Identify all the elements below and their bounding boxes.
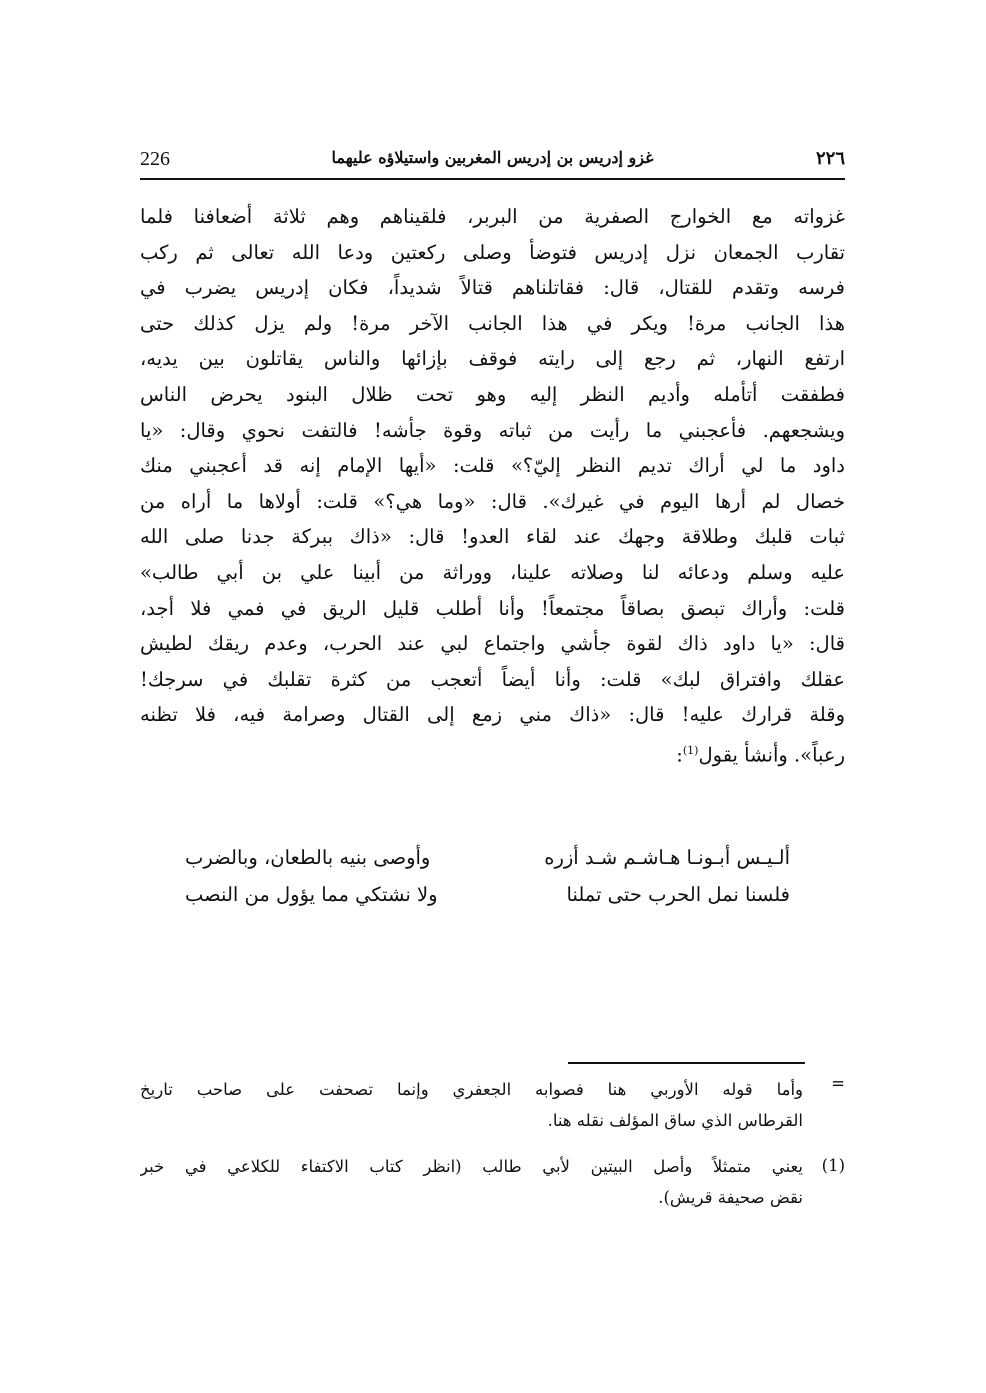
hemistich-first: ألـيـس أبـونـا هـاشـم شـد أزره: [544, 846, 790, 869]
page-number-arabic: ٢٢٦: [815, 148, 845, 169]
body-line: فرسه وتقدم للقتال، قال: فقاتلناهم قتالاً شديداً، فكان إدريس يضرب في: [140, 276, 845, 300]
body-line: قال: «يا داود ذاك لقوة جأشي واجتماع لبي عند الحرب، وعدم ريقك لطيش: [140, 632, 845, 656]
body-line-last: [140, 733, 845, 769]
hemistich-first: فلسنا نمل الحرب حتى تملنا: [566, 883, 790, 906]
verse-line: [185, 877, 790, 913]
hemistich-second: ولا نشتكي مما يؤول من النصب: [185, 883, 438, 906]
footnote-line: القرطاس الذي ساق المؤلف نقله هنا.: [547, 1111, 803, 1130]
body-line: عقلك وافتراق لبك» قلت: وأنا أيضاً أتعجب من كثرة تقلبك في سرجك!: [140, 667, 845, 691]
body-line: داود ما لي أراك تديم النظر إليّ؟» قلت: «أيها الإمام إنه قد أعجبني منك: [140, 454, 845, 478]
body-line: تقارب الجمعان نزل إدريس فتوضأ وصلى ركعتين ودعا الله تعالى ثم ركب: [140, 240, 845, 264]
verse-line: [185, 840, 790, 876]
footnote-1: [140, 1151, 845, 1213]
footnote-rule: [568, 1062, 805, 1064]
colon: :: [676, 743, 683, 767]
body-line: خصال لم أرها اليوم في غيرك». قال: «وما هي؟» قلت: أولاها ما أراه من: [140, 489, 845, 513]
footnote-line: وأما قوله الأوربي هنا فصوابه الجعفري وإنما تصحفت على صاحب تاريخ: [140, 1080, 803, 1099]
footnote-marker: =: [831, 1074, 845, 1093]
footnote-line: يعني متمثلاً وأصل البيتين لأبي طالب (انظر كتاب الاكتفاء للكلاعي في خبر: [140, 1157, 803, 1176]
body-line: قلت: وأراك تبصق بصاقاً مجتمعاً! وأنا أطلب قليل الريق في فمي فلا أجد،: [140, 596, 845, 620]
body-line: ويشجعهم. فأعجبني ما رأيت من ثباته وقوة جأشه! فالتفت نحوي وقال: «يا: [140, 418, 845, 442]
body-line-text: رعباً». وأنشأ يقول: [698, 743, 845, 767]
page-number-latin: 226: [140, 148, 170, 170]
body-line: غزواته مع الخوارج الصفرية من البربر، فلقيناهم وهم ثلاثة أضعافنا فلما: [140, 205, 845, 228]
body-line: ثبات قلبك وطلاقة وجهك عند لقاء العدو! قال: «ذاك ببركة جدنا صلى الله: [140, 525, 845, 549]
footnote-marker: (1): [821, 1156, 845, 1175]
body-line: هذا الجانب مرة! ويكر في هذا الجانب الآخر مرة! ولم يزل كذلك حتى: [140, 311, 845, 335]
running-title: غزو إدريس بن إدريس المغربين واستيلاؤه عليهما: [331, 148, 654, 167]
footnote-ref[interactable]: (1): [682, 743, 699, 757]
footnote-line: نقض صحيفة قريش).: [658, 1188, 803, 1207]
hemistich-second: وأوصى بنيه بالطعان، وبالضرب: [185, 846, 431, 869]
running-header: [140, 146, 845, 176]
header-rule: [140, 178, 845, 180]
body-line: فطفقت أتأمله وأديم النظر إليه وهو تحت ظلال البنود يحرض الناس: [140, 382, 845, 406]
body-text: [140, 199, 845, 769]
body-line: عليه وسلم ودعائه لنا وصلاته علينا، ووراثة من أبينا علي بن أبي طالب»: [140, 560, 845, 584]
footnote-continuation: [140, 1074, 845, 1136]
body-line: وقلة قرارك عليه! قال: «ذاك مني زمع إلى القتال وصرامة فيه، فلا تظنه: [140, 703, 845, 727]
body-line: ارتفع النهار، ثم رجع إلى رايته فوقف بإزائها والناس يقاتلون بين يديه،: [140, 347, 845, 371]
